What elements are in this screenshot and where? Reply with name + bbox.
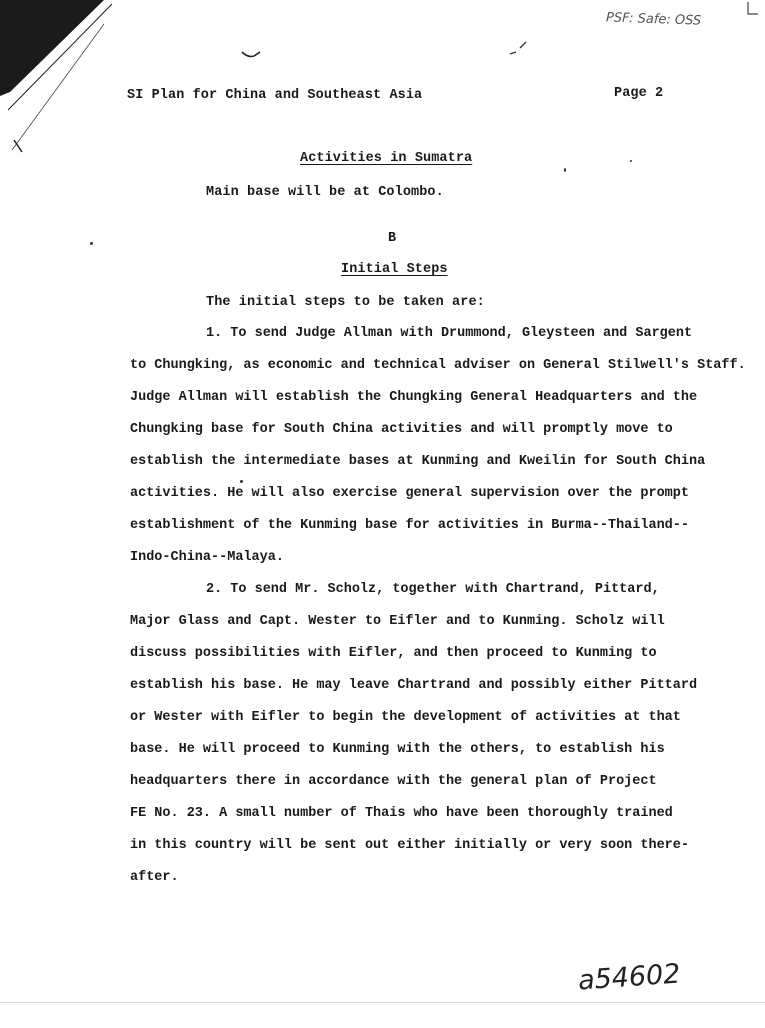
speck [90,242,93,245]
scan-edge-line [0,1002,765,1003]
handwritten-archive-number: a54602 [577,958,682,997]
speck [240,480,243,483]
text-line: establish his base. He may leave Chartrand and possibly either Pittard [130,678,698,693]
speck [564,168,566,172]
section-heading-sumatra: Activities in Sumatra [300,151,473,166]
corner-mark-graphic [744,0,764,22]
section-letter: B [388,231,397,246]
text-line: in this country will be sent out either initially or very soon there- [130,838,689,853]
text-line: or Wester with Eifler to begin the development of activities at that [130,710,681,725]
text-line: activities. He will also exercise general supervision over the prompt [130,486,689,501]
stray-mark-graphic [240,48,262,62]
text-line: discuss possibilities with Eifler, and then proceed to Kunming to [130,646,657,661]
document-title: SI Plan for China and Southeast Asia [127,88,423,103]
stray-mark-graphic [508,40,528,58]
section-text: Main base will be at Colombo. [206,185,444,200]
corner-tear-graphic [0,0,120,170]
page-number: Page 2 [614,86,664,101]
handwritten-annotation: PSF: Safe: OSS [605,10,702,29]
text-line: after. [130,870,179,885]
text-line: Chungking base for South China activities and will promptly move to [130,422,673,437]
text-line: base. He will proceed to Kunming with the others, to establish his [130,742,665,757]
text-line: to Chungking, as economic and technical adviser on General Stilwell's Staff. [130,358,746,373]
text-line: Major Glass and Capt. Wester to Eifler and to Kunming. Scholz will [130,614,665,629]
speck [630,160,632,162]
text-line: Judge Allman will establish the Chungking General Headquarters and the [130,390,698,405]
text-line: FE No. 23. A small number of Thais who have been thoroughly trained [130,806,673,821]
text-line: establish the intermediate bases at Kunming and Kweilin for South China [130,454,706,469]
section-heading-initial-steps: Initial Steps [341,262,448,277]
text-line: establishment of the Kunming base for activities in Burma--Thailand-- [130,518,689,533]
text-line: headquarters there in accordance with the general plan of Project [130,774,657,789]
text-line: 2. To send Mr. Scholz, together with Chartrand, Pittard, [206,582,660,597]
text-line: Indo-China--Malaya. [130,550,284,565]
text-line: 1. To send Judge Allman with Drummond, Gleysteen and Sargent [206,326,693,341]
intro-line: The initial steps to be taken are: [206,295,485,310]
